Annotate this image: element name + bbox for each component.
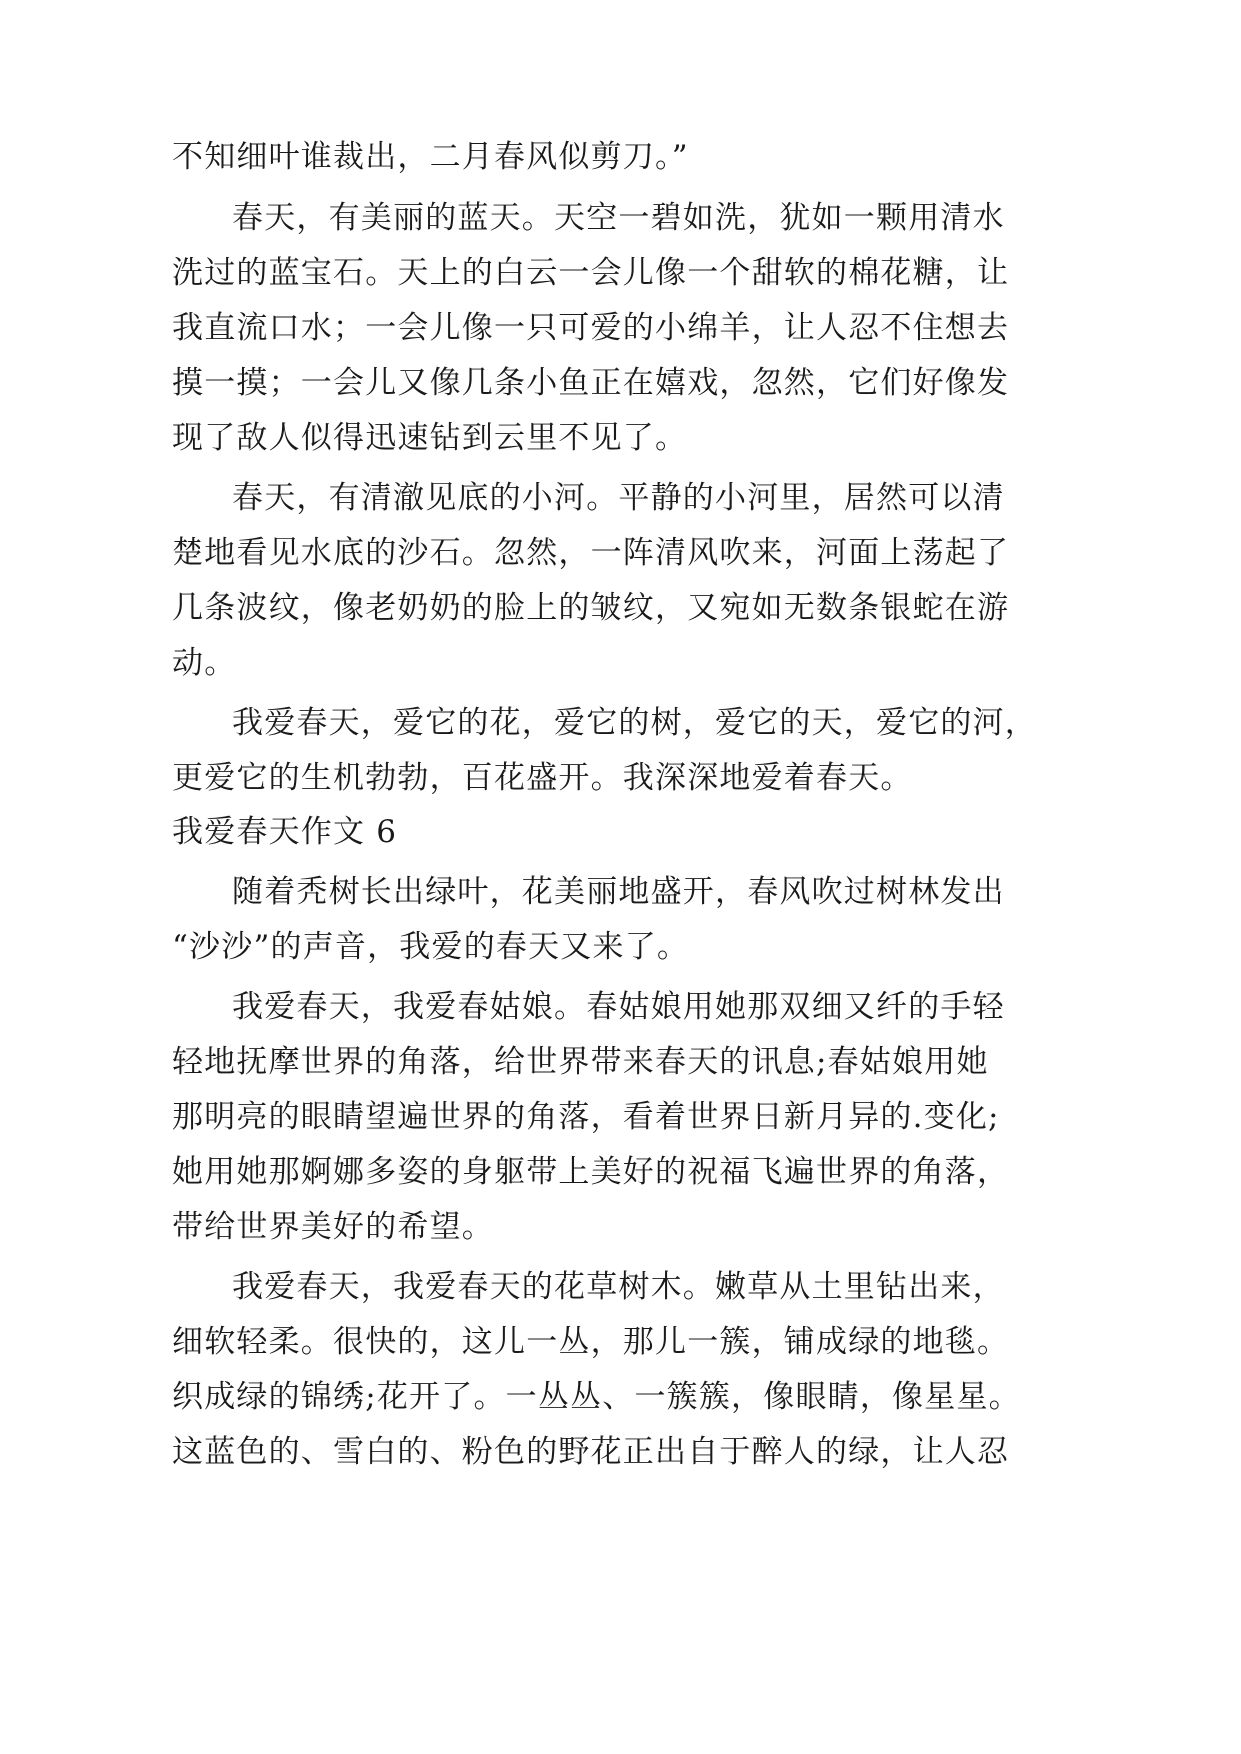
text-line: 不知细叶谁裁出，二月春风似剪刀。” (172, 139, 689, 175)
text-line: 摸一摸；一会儿又像几条小鱼正在嬉戏，忽然，它们好像发 (172, 365, 1010, 401)
text-line: 那明亮的眼睛望遍世界的角落，看着世界日新月异的.变化; (172, 1099, 1000, 1135)
text-line: 带给世界美好的希望。 (172, 1209, 494, 1245)
text-line: “沙沙”的声音，我爱的春天又来了。 (172, 929, 690, 965)
text-line: 这蓝色的、雪白的、粉色的野花正出自于醉人的绿，让人忍 (172, 1434, 1010, 1470)
text-line: 洗过的蓝宝石。天上的白云一会儿像一个甜软的棉花糖，让 (172, 255, 1010, 291)
paragraph-first-line: 我爱春天，我爱春姑娘。春姑娘用她那双细又纤的手轻 (232, 989, 1005, 1025)
text-line: 她用她那婀娜多姿的身躯带上美好的祝福飞遍世界的角落， (172, 1154, 1010, 1190)
text-line: 更爱它的生机勃勃，百花盛开。我深深地爱着春天。 (172, 760, 913, 796)
text-line: 动。 (172, 645, 237, 681)
paragraph-first-line: 我爱春天，爱它的花，爱它的树，爱它的天，爱它的河， (232, 705, 1037, 741)
text-line: 我直流口水；一会儿像一只可爱的小绵羊，让人忍不住想去 (172, 310, 1010, 346)
paragraph-first-line: 春天，有美丽的蓝天。天空一碧如洗，犹如一颗用清水 (232, 200, 1005, 236)
text-line: 细软轻柔。很快的，这儿一丛，那儿一簇，铺成绿的地毯。 (172, 1324, 1010, 1360)
text-line: 轻地抚摩世界的角落，给世界带来春天的讯息;春姑娘用她 (172, 1044, 989, 1080)
section-heading: 我爱春天作文 6 (172, 814, 398, 850)
text-line: 现了敌人似得迅速钻到云里不见了。 (172, 420, 688, 456)
paragraph-first-line: 我爱春天，我爱春天的花草树木。嫩草从土里钻出来， (232, 1269, 1005, 1305)
paragraph-first-line: 春天，有清澈见底的小河。平静的小河里，居然可以清 (232, 480, 1005, 516)
text-line: 楚地看见水底的沙石。忽然，一阵清风吹来，河面上荡起了 (172, 535, 1010, 571)
paragraph-first-line: 随着秃树长出绿叶，花美丽地盛开，春风吹过树林发出 (232, 874, 1005, 910)
text-line: 织成绿的锦绣;花开了。一丛丛、一簇簇，像眼睛，像星星。 (172, 1379, 1021, 1415)
text-line: 几条波纹，像老奶奶的脸上的皱纹，又宛如无数条银蛇在游 (172, 590, 1010, 626)
